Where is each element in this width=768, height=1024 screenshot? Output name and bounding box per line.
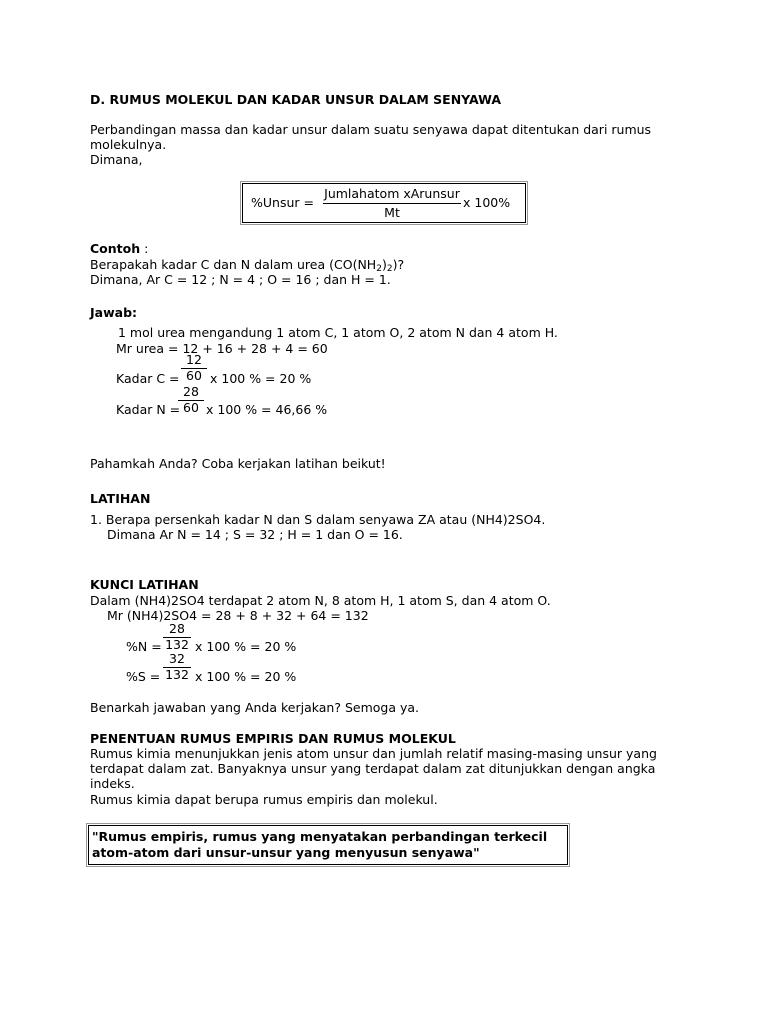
- percent-s-result: x 100 % = 20 %: [195, 669, 297, 684]
- fraction-denominator: 132: [165, 667, 189, 682]
- contoh-given: Dimana, Ar C = 12 ; N = 4 ; O = 16 ; dan H = 1.: [90, 272, 391, 287]
- fraction-numerator: 12: [186, 352, 202, 367]
- contoh-label: Contoh: [90, 241, 141, 256]
- contoh-question-pre: Berapakah kadar C dan N dalam urea (CO(NH: [90, 257, 377, 272]
- fraction-denominator: 60: [183, 400, 199, 415]
- penentuan-heading: PENENTUAN RUMUS EMPIRIS DAN RUMUS MOLEKUL: [90, 731, 456, 746]
- jawab-line-1: 1 mol urea mengandung 1 atom C, 1 atom O, 2 atom N dan 4 atom H.: [118, 325, 558, 340]
- kadar-c-fraction: [181, 353, 207, 383]
- kunci-line-2: Mr (NH4)2SO4 = 28 + 8 + 32 + 64 = 132: [107, 608, 369, 623]
- kadar-c-label: Kadar C =: [116, 371, 180, 386]
- formula-box: [242, 183, 526, 223]
- jawab-line-2: Mr urea = 12 + 16 + 28 + 4 = 60: [116, 341, 328, 356]
- percent-n-result: x 100 % = 20 %: [195, 639, 297, 654]
- penentuan-line-4: Rumus kimia dapat berupa rumus empiris dan molekul.: [90, 792, 438, 807]
- definition-box: [88, 825, 568, 865]
- contoh-heading: [90, 241, 148, 256]
- formula-numerator: Jumlahatom xArunsur: [324, 186, 460, 201]
- contoh-question: [90, 257, 404, 272]
- latihan-item-1: 1. Berapa persenkah kadar N dan S dalam senyawa ZA atau (NH4)2SO4.: [90, 512, 546, 527]
- formula-fraction-bar: [323, 203, 461, 204]
- dimana-label: Dimana,: [90, 152, 143, 167]
- penentuan-line-1: Rumus kimia menunjukkan jenis atom unsur dan jumlah relatif masing-masing unsur yang: [90, 746, 657, 761]
- penentuan-line-3: indeks.: [90, 776, 135, 791]
- benarkah-text: Benarkah jawaban yang Anda kerjakan? Semoga ya.: [90, 700, 420, 715]
- subscript: 2: [386, 264, 393, 274]
- fraction-numerator: 28: [183, 384, 199, 399]
- kadar-n-result: x 100 % = 46,66 %: [206, 402, 328, 417]
- fraction-numerator: 32: [169, 651, 185, 666]
- definition-line-1: "Rumus empiris, rumus yang menyatakan perbandingan terkecil: [92, 829, 548, 844]
- jawab-label: Jawab:: [90, 305, 138, 320]
- fraction-denominator: 132: [165, 637, 189, 652]
- kadar-n-label: Kadar N =: [116, 402, 181, 417]
- section-heading-d: D. RUMUS MOLEKUL DAN KADAR UNSUR DALAM SENYAWA: [90, 92, 502, 107]
- kunci-heading: KUNCI LATIHAN: [90, 577, 199, 592]
- intro-line-1: Perbandingan massa dan kadar unsur dalam suatu senyawa dapat ditentukan dari rumus: [90, 122, 652, 137]
- percent-s-fraction: [163, 652, 191, 682]
- definition-line-2: atom-atom dari unsur-unsur yang menyusun senyawa": [92, 845, 480, 860]
- formula-denominator: Mt: [384, 205, 400, 220]
- pahamkah-text: Pahamkah Anda? Coba kerjakan latihan beikut!: [90, 456, 386, 471]
- intro-line-2: molekulnya.: [90, 137, 167, 152]
- contoh-question-post: )?: [392, 257, 405, 272]
- formula-rhs: x 100%: [463, 195, 511, 210]
- contoh-colon: :: [140, 241, 149, 256]
- subscript: 2: [376, 264, 382, 274]
- percent-n-label: %N =: [126, 639, 162, 654]
- percent-n-fraction: [163, 622, 191, 652]
- fraction-denominator: 60: [186, 368, 202, 383]
- kadar-c-result: x 100 % = 20 %: [210, 371, 312, 386]
- formula-lhs: %Unsur =: [251, 195, 314, 210]
- contoh-question-mid: ): [381, 257, 387, 272]
- kadar-n-fraction: [178, 385, 204, 415]
- latihan-item-1-given: Dimana Ar N = 14 ; S = 32 ; H = 1 dan O = 16.: [107, 527, 403, 542]
- penentuan-line-2: terdapat dalam zat. Banyaknya unsur yang terdapat dalam zat ditunjukkan dengan angka: [90, 761, 656, 776]
- fraction-numerator: 28: [169, 621, 185, 636]
- kunci-line-1: Dalam (NH4)2SO4 terdapat 2 atom N, 8 atom H, 1 atom S, dan 4 atom O.: [90, 593, 551, 608]
- latihan-heading: LATIHAN: [90, 491, 151, 506]
- percent-s-label: %S =: [126, 669, 161, 684]
